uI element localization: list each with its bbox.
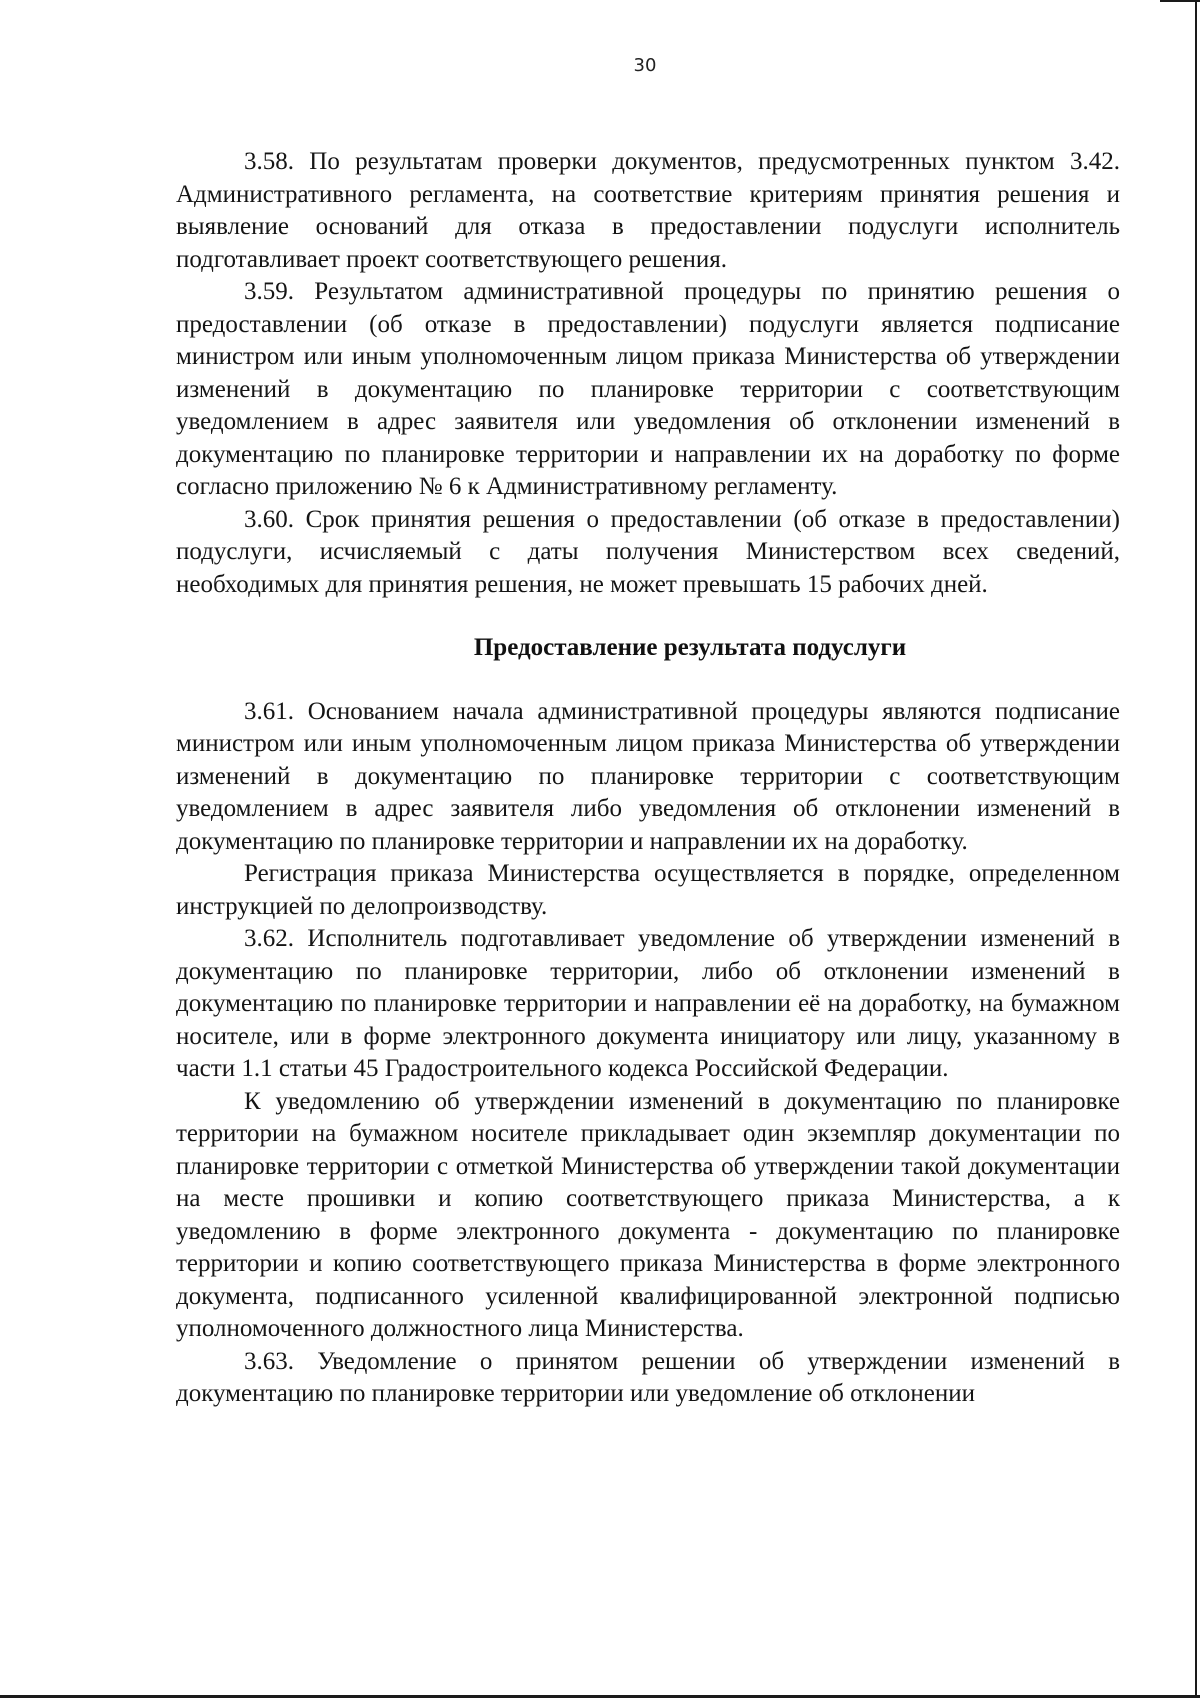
paragraph-3-60: 3.60. Срок принятия решения о предоставлении (об отказе в предоставлении) подуслуги, исчисляемый с даты получения Министерством всех сведений, необходимых для принятия решения, не может превышать 15 рабочих дней. [176,505,1120,598]
paragraph-notification-attachments: К уведомлению об утверждении изменений в документацию по планировке территории на бумажном носителе прикладывает один экземпляр документации по планировке территории с отметкой Министерства об утверждении такой документации на месте прошивки и копию соответствующего приказа Министерства, а к уведомлению в форме электронного документа - документацию по планировке территории и копию соответствующего приказа Министерства в форме электронного документа, подписанного усиленной квалифицированной электронной подписью уполномоченного должностного лица Министерства. [176,1087,1120,1342]
scan-edge-top [1160,0,1200,2]
paragraph-3-63: 3.63. Уведомление о принятом решении об утверждении изменений в документацию по планировке территории или уведомление об отклонении [176,1347,1120,1407]
paragraph-registration: Регистрация приказа Министерства осуществляется в порядке, определенном инструкцией по делопроизводству. [176,860,1120,920]
page-number: 30 [633,55,657,76]
paragraph-3-58: 3.58. По результатам проверки документов, предусмотренных пунктом 3.42. Административного регламента, на соответствие критериям принятия решения и выявление оснований для отказа в предоставлении подуслуги исполнитель подготавливает проект соответствующего решения. [176,148,1120,273]
paragraph-3-61: 3.61. Основанием начала административной процедуры являются подписание министром или иным уполномоченным лицом приказа Министерства об утверждении изменений в документацию по планировке территории с соответствующим уведомлением в адрес заявителя либо уведомления об отклонении изменений в документацию по планировке территории и направлении их на доработку. [176,697,1120,855]
paragraph-3-59: 3.59. Результатом административной процедуры по принятию решения о предоставлении (об отказе в предоставлении) подуслуги является подписание министром или иным уполномоченным лицом приказа Министерства об утверждении изменений в документацию по планировке территории с соответствующим уведомлением в адрес заявителя или уведомления об отклонении изменений в документацию по планировке территории и направлении их на доработку по форме согласно приложению № 6 к Административному регламенту. [176,278,1120,500]
document-body [176,146,1120,1411]
section-heading: Предоставление результата подуслуги [473,634,907,661]
paragraph-3-62: 3.62. Исполнитель подготавливает уведомление об утверждении изменений в документацию по планировке территории, либо об отклонении изменений в документацию по планировке территории и направлении её на доработку, на бумажном носителе, или в форме электронного документа инициатору или лицу, указанному в части 1.1 статьи 45 Градостроительного кодекса Российской Федерации. [176,925,1120,1082]
scan-edge-right [1195,0,1197,1698]
